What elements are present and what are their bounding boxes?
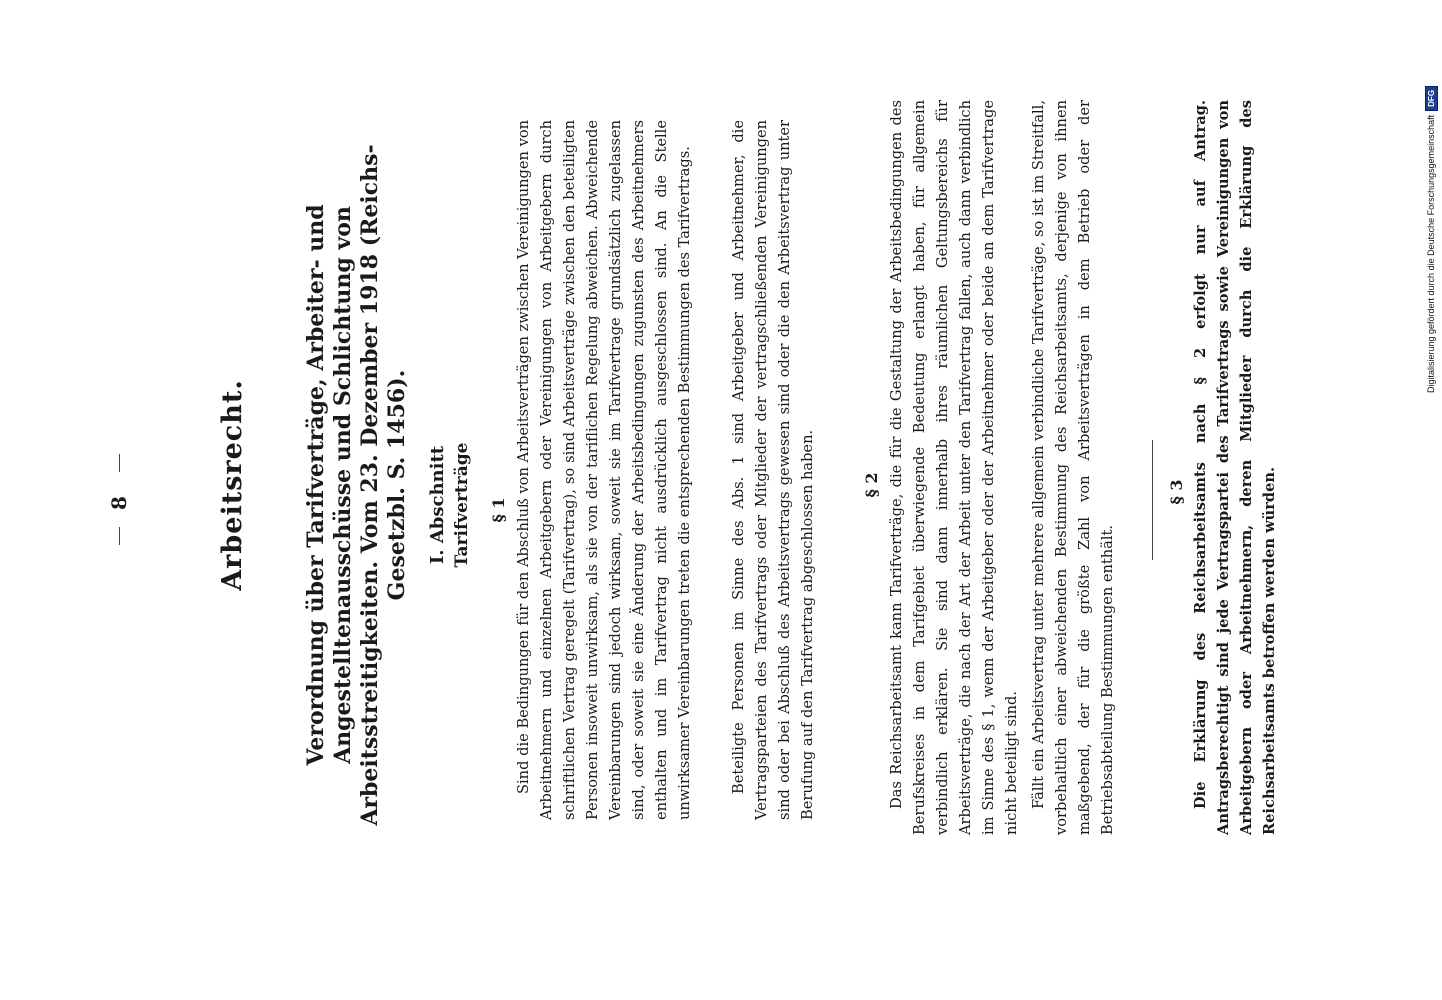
section-subheading: Tarifverträge: [452, 442, 472, 568]
digitization-credit: [1420, 8, 1442, 393]
paragraph-2-mark: § 2: [862, 472, 881, 498]
paragraph-1-mark: § 1: [489, 497, 508, 523]
page-number-rule-left: [119, 527, 120, 545]
credit-text: Digitalisierung gefördert durch die Deutsche Forschungsgemeinschaft: [1426, 114, 1436, 393]
paragraph-1-text-1: Sind die Bedingungen für den Abschluß von Arbeitsverträgen zwischen Vereinigungen von Arbeitnehmern und einzelnen Arbeitgebern oder Vereinigungen von Arbeitgebern durch schriftlichen Vertrag geregelt (Tarifvertrag), so sind Arbeitsverträge zwischen den beteiligten Personen insoweit unwirksam, als sie von der tariflichen Regelung abweichen. Abweichende Vereinbarungen sind jedoch wirksam, soweit sie im Tarifvertrage grundsätzlich zugelassen sind, oder soweit sie eine Änderung der Arbeitsbedingungen zugunsten des Arbeitnehmers enthalten und im Tarifvertrag nicht ausdrücklich ausgeschlossen sind. An die Stelle unwirksamer Vereinbarungen treten die entsprechenden Bestimmungen des Tarifvertrags.: [515, 120, 693, 820]
section-heading: I. Abschnitt: [427, 445, 448, 565]
page-number-rule-right: [119, 454, 120, 472]
paragraph-3-mark: § 3: [1167, 479, 1186, 505]
dfg-logo: DFG: [1425, 86, 1438, 111]
paragraph-2-text-2: Fällt ein Arbeitsvertrag unter mehrere allgemein verbindliche Tarifverträge, so ist im Streitfall, vorbehaltlich einer abweichenden Bestimmung des Reichsarbeitsamts, derjenige von ihnen maßgebend, der für die größte Zahl von Arbeitsverträgen in dem Betrieb oder der Betriebsabteilung Bestimmungen enthält.: [1030, 100, 1116, 835]
paragraph-1-text-2: Beteiligte Personen im Sinne des Abs. 1 sind Arbeitgeber und Arbeitnehmer, die Vertragsparteien des Tarifvertrags oder Mitglieder der vertragschließenden Vereinigungen sind oder bei Abschluß des Arbeitsvertrags gewesen sind oder die den Arbeitsvertrag unter Berufung auf den Tarifvertrag abgeschlossen haben.: [730, 120, 816, 820]
digitization-credit-rotated: [1420, 8, 1442, 393]
rotated-page: [107, 60, 1278, 940]
page-number: 8: [107, 496, 131, 510]
paragraph-2-text-1: Das Reichsarbeitsamt kann Tarifverträge, die für die Gestaltung der Arbeitsbedingungen des Berufskreises in dem Tarifgebiet überwiegende Bedeutung erlangt haben, für allgemein verbindlich erklären. Sie sind dann innerhalb ihres räumlichen Geltungsbereichs für Arbeitsverträge, die nach der Art der Arbeit unter den Tarifvertrag fallen, auch dann verbindlich im Sinne des § 1, wenn der Arbeitgeber oder der Arbeitnehmer oder beide an dem Tarifvertrage nicht beteiligt sind.: [888, 100, 1020, 835]
section-divider: [1152, 440, 1153, 560]
ordinance-title: Verordnung über Tarifverträge, Arbeiter- und Angestelltenausschüsse und Schlichtung von Arbeitsstreitigkeiten. Vom 23. Dezember 1918 (Reichs-Gesetzbl. S. 1456).: [303, 144, 410, 826]
paragraph-3-text: Die Erklärung des Reichsarbeitsamts nach § 2 erfolgt nur auf Antrag. Antragsberechtigt sind jede Vertragspartei des Tarifvertrags sowie Vereinigungen von Arbeitgebern oder Arbeitnehmern, deren Mitglieder durch die Erklärung des Reichsarbeitsamts betroffen werden würden.: [1192, 100, 1278, 835]
header-title: Arbeitsrecht.: [217, 379, 248, 591]
